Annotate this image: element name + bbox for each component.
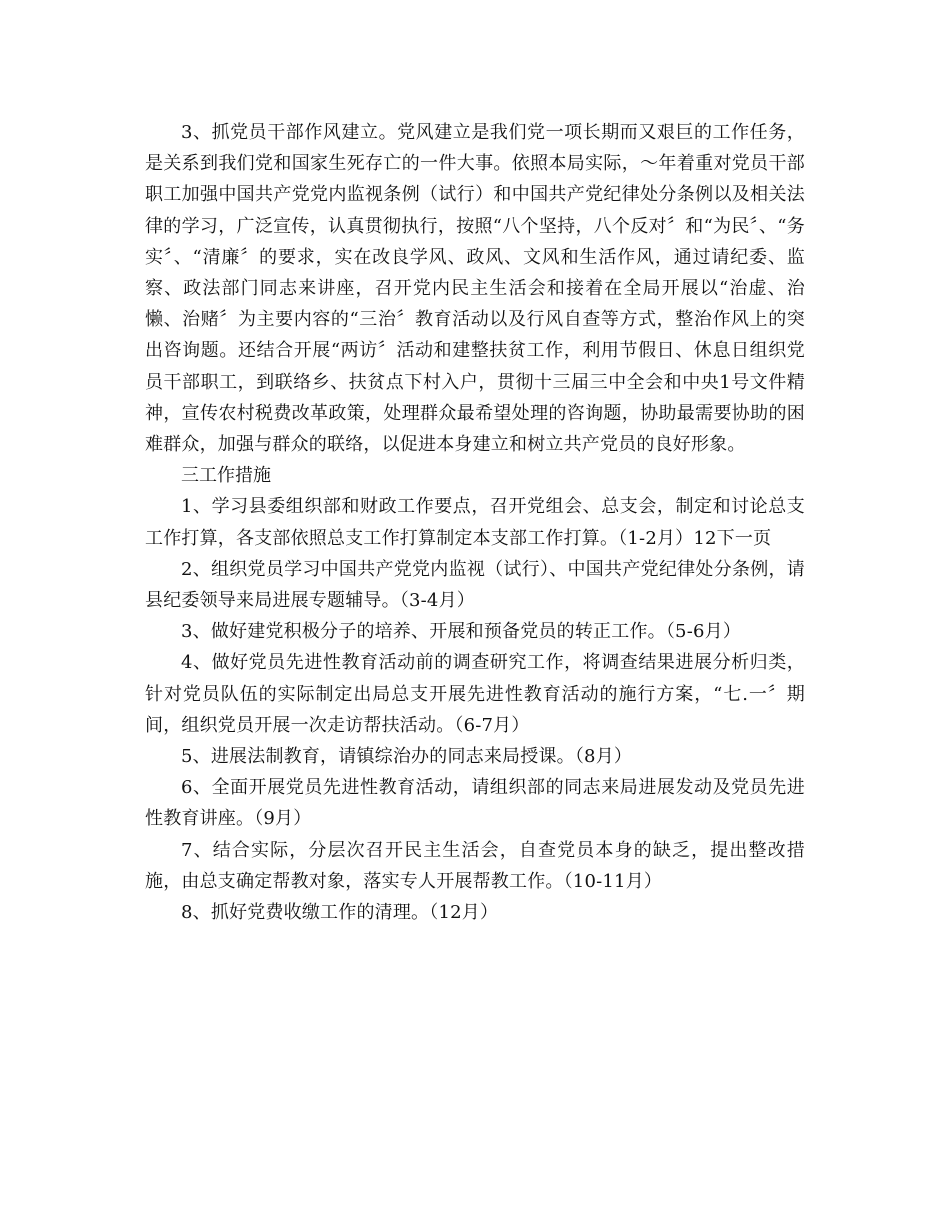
- list-item: 5、进展法制教育，请镇综治办的同志来局授课。（8月）: [181, 746, 633, 768]
- list-item: 6、全面开展党员先进性教育活动，请组织部的同志来局进展发动及党员先进性教育讲座。（9月）: [145, 777, 805, 830]
- list-item: 3、做好建党积极分子的培养、开展和预备党员的转正工作。（5-6月）: [181, 621, 742, 643]
- document-body: [145, 117, 805, 928]
- section-title-work-measures: 三工作措施: [181, 465, 271, 487]
- list-item: 4、做好党员先进性教育活动前的调查研究工作，将调查结果进展分析归类，针对党员队伍的实际制定出局总支开展先进性教育活动的施行方案，“七.一〞期间，组织党员开展一次走访帮扶活动。（6-7月）: [145, 652, 805, 736]
- list-item: 7、结合实际，分层次召开民主生活会，自查党员本身的缺乏，提出整改措施，由总支确定帮教对象，落实专人开展帮教工作。（10-11月）: [145, 839, 805, 892]
- list-item: 8、抓好党费收缴工作的清理。（12月）: [181, 902, 499, 924]
- paragraph-party-style: 3、抓党员干部作风建立。党风建立是我们党一项长期而又艰巨的工作任务，是关系到我们党和国家生死存亡的一件大事。依照本局实际，～年着重对党员干部职工加强中国共产党党内监视条例（试行）和中国共产党纪律处分条例以及相关法律的学习，广泛宣传，认真贯彻执行，按照“八个坚持，八个反对〞和“为民〞、“务实〞、“清廉〞的要求，实在改良学风、政风、文风和生活作风，通过请纪委、监察、政法部门同志来讲座，召开党内民主生活会和接着在全局开展以“治虚、治懒、治赌〞为主要内容的“三治〞教育活动以及行风自查等方式，整治作风上的突出咨询题。还结合开展“两访〞活动和建整扶贫工作，利用节假日、休息日组织党员干部职工，到联络乡、扶贫点下村入户，贯彻十三届三中全会和中央1号文件精神，宣传农村税费改革政策，处理群众最希望处理的咨询题，协助最需要协助的困难群众，加强与群众的联络，以促进本身建立和树立共产党员的良好形象。: [145, 122, 805, 456]
- list-item: 2、组织党员学习中国共产党党内监视（试行）、中国共产党纪律处分条例，请县纪委领导来局进展专题辅导。（3-4月）: [145, 558, 805, 612]
- list-item: 1、学习县委组织部和财政工作要点，召开党组会、总支会，制定和讨论总支工作打算，各支部依照总支工作打算制定本支部工作打算。（1-2月）12下一页: [145, 496, 805, 549]
